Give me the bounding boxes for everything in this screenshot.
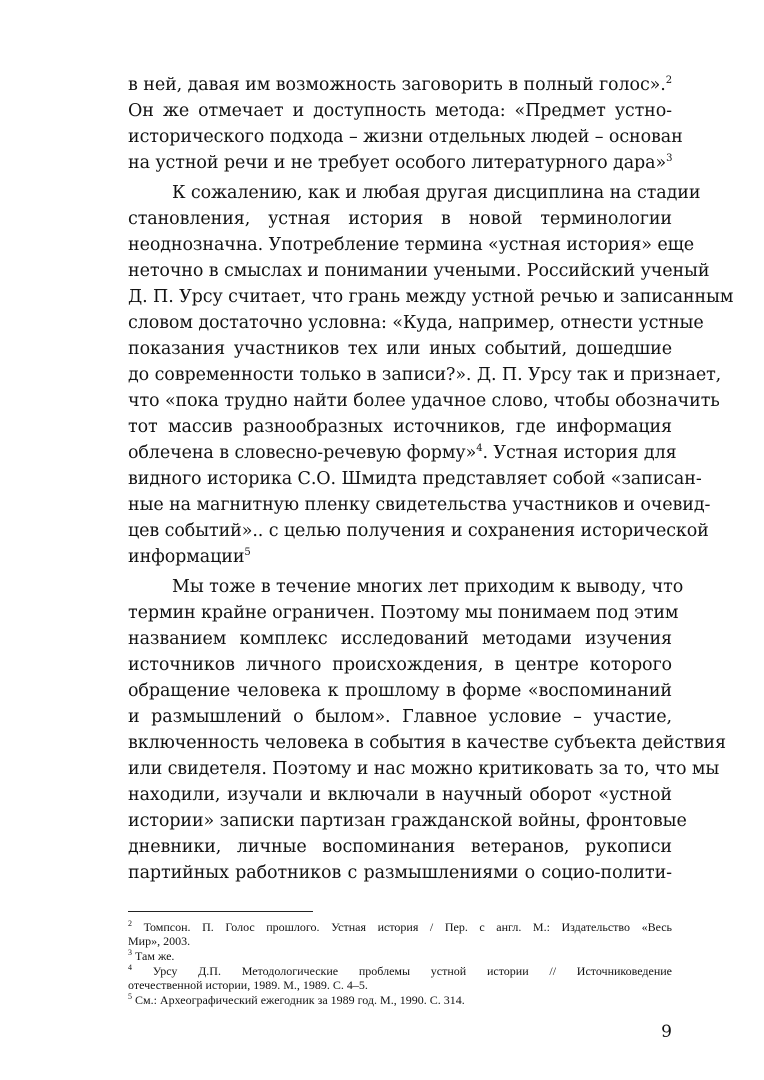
footnote: $^4$ Урсу Д.П. Методологические проблемы устной истории // Источниковедение — [128, 963, 673, 978]
footnote-ref: 5 — [244, 547, 251, 559]
body-line: исторического подхода – жизни отдельных людей – основан — [128, 127, 683, 147]
body-line: неоднозначна. Употребление термина «устная история» еще — [128, 235, 695, 255]
body-line: цев событий».. с целью получения и сохранения исторической — [128, 521, 709, 541]
body-line: истории» записки партизан гражданской войны, фронтовые — [128, 811, 687, 831]
footnote-divider — [128, 911, 313, 912]
body-line: на устной речи и не требует особого литературного дара»$^3$ — [128, 153, 673, 173]
footnote: $^5$ См.: Археографический ежегодник за 1989 год. М., 1990. С. 314. — [128, 992, 465, 1007]
body-line: становления, устная история в новой терминологии — [128, 209, 672, 229]
body-line: до современности только в записи?». Д. П. Урсу так и признает, — [128, 365, 722, 385]
footnote: $^3$ Там же. — [128, 948, 175, 963]
body-line: Мы тоже в течение многих лет приходим к выводу, что — [172, 577, 684, 597]
body-line: или свидетеля. Поэтому и нас можно критиковать за то, что мы — [128, 759, 720, 779]
body-line: облечена в словесно-речевую форму»$^4$. Устная история для — [128, 443, 677, 463]
footnote-ref: 4 — [476, 443, 483, 455]
body-line: включенность человека в события в качестве субъекта действия — [128, 733, 726, 753]
footnote-number: 4 — [128, 963, 132, 972]
body-line: находили, изучали и включали в научный оборот «устной — [128, 785, 672, 805]
footnote: $^2$ Томпсон. П. Голос прошлого. Устная история / Пер. с англ. М.: Издательство «Весь — [128, 919, 672, 934]
body-line: видного историка С.О. Шмидта представляет собой «записан- — [128, 469, 702, 489]
page-number: 9 — [661, 1022, 672, 1042]
body-line: показания участников тех или иных событий, дошедшие — [128, 339, 672, 359]
body-line: тот массив разнообразных источников, где информация — [128, 417, 672, 437]
footnote-ref: 2 — [665, 75, 672, 87]
body-line: обращение человека к прошлому в форме «воспоминаний — [128, 681, 672, 701]
body-line: дневники, личные воспоминания ветеранов, рукописи — [128, 837, 672, 857]
footnote-ref: 3 — [666, 153, 673, 165]
body-line: и размышлений о былом». Главное условие – участие, — [128, 707, 672, 727]
body-line: словом достаточно условна: «Куда, например, отнести устные — [128, 313, 704, 333]
body-line: партийных работников с размышлениями о социо-полити- — [128, 863, 672, 883]
body-line: источников личного происхождения, в центре которого — [128, 655, 672, 675]
footnote-number: 2 — [128, 919, 132, 928]
footnote: Мир», 2003. — [128, 934, 191, 948]
body-line: в ней, давая им возможность заговорить в полный голос».$^2$ — [128, 75, 672, 95]
body-line: информации$^5$ — [128, 547, 251, 567]
footnote-number: 3 — [128, 948, 132, 957]
footnote-number: 5 — [128, 992, 132, 1001]
body-line: что «пока трудно найти более удачное слово, чтобы обозначить — [128, 391, 720, 411]
footnote: отечественной истории, 1989. М., 1989. С. 4–5. — [128, 978, 368, 992]
body-line: неточно в смыслах и понимании учеными. Российский ученый — [128, 261, 710, 281]
body-line: Д. П. Урсу считает, что грань между устной речью и записанным — [128, 287, 734, 307]
body-line: ные на магнитную пленку свидетельства участников и очевид- — [128, 495, 711, 515]
body-line: названием комплекс исследований методами изучения — [128, 629, 672, 649]
body-line: термин крайне ограничен. Поэтому мы понимаем под этим — [128, 603, 679, 623]
body-line: К сожалению, как и любая другая дисциплина на стадии — [172, 183, 701, 203]
body-line: Он же отмечает и доступность метода: «Предмет устно- — [128, 101, 672, 121]
